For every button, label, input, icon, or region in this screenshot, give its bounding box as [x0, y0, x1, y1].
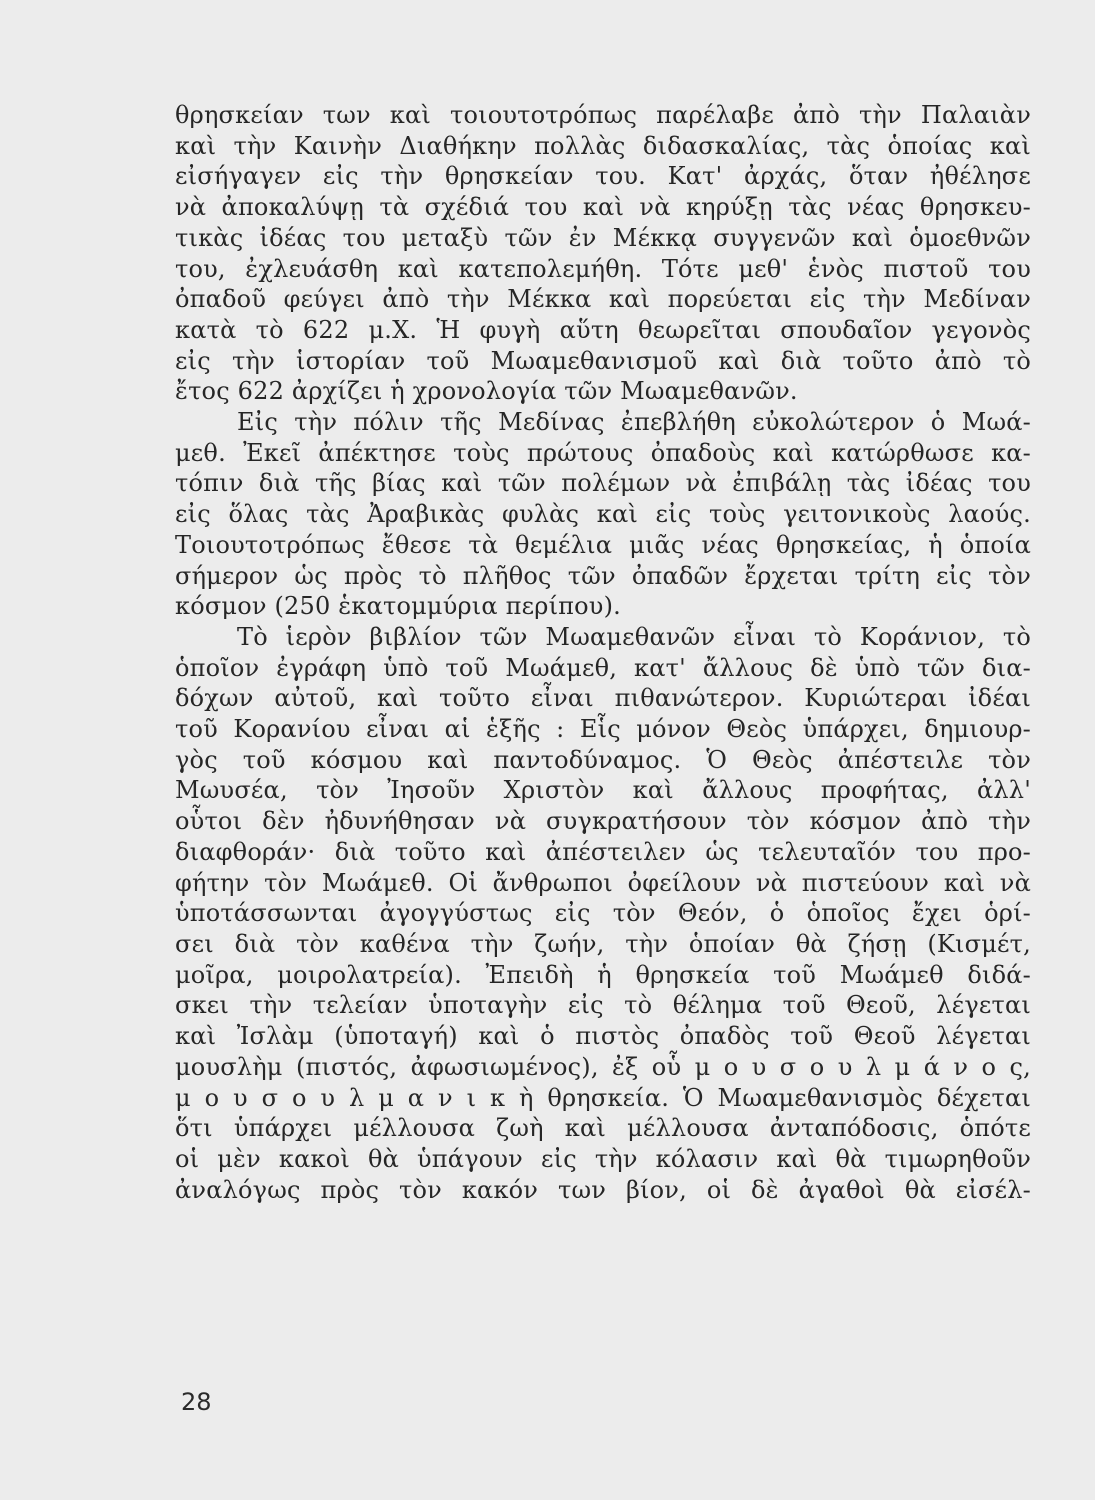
text-line: τόπιν διὰ τῆς βίας καὶ τῶν πολέμων νὰ ἐπιβάλῃ τὰς ἰδέας του — [175, 469, 1031, 498]
text-line: Τοιουτοτρόπως ἔθεσε τὰ θεμέλια μιᾶς νέας θρησκείας, ἡ ὁποία — [175, 530, 1031, 559]
text-line: Τὸ ἱερὸν βιβλίον τῶν Μωαμεθανῶν εἶναι τὸ Κοράνιον, τὸ — [237, 622, 1031, 651]
text-line: φήτην τὸν Μωάμεθ. Οἱ ἄνθρωποι ὀφείλουν νὰ πιστεύουν καὶ νὰ — [175, 868, 1031, 897]
text-line: ὑποτάσσωνται ἀγογγύστως εἰς τὸν Θεόν, ὁ ὁποῖος ἔχει ὁρί- — [175, 899, 1031, 928]
text-line: καὶ τὴν Καινὴν Διαθήκην πολλὰς διδασκαλίας, τὰς ὁποίας καὶ — [175, 131, 1031, 160]
text-line: μοῖρα, μοιρολατρεία). Ἐπειδὴ ἡ θρησκεία τοῦ Μωάμεθ διδά- — [175, 960, 1031, 989]
text-line: τικὰς ἰδέας του μεταξὺ τῶν ἐν Μέκκᾳ συγγενῶν καὶ ὁμοεθνῶν — [175, 223, 1031, 252]
text-line: εἰς ὅλας τὰς Ἀραβικὰς φυλὰς καὶ εἰς τοὺς γειτονικοὺς λαούς. — [175, 500, 1031, 529]
text-line: οἱ μὲν κακοὶ θὰ ὑπάγουν εἰς τὴν κόλασιν καὶ θὰ τιμωρηθοῦν — [175, 1144, 1031, 1173]
text-line: τοῦ Κορανίου εἶναι αἱ ἑξῆς : Εἷς μόνον Θεὸς ὑπάρχει, δημιουρ- — [175, 715, 1031, 744]
text-line: θρησκείαν των καὶ τοιουτοτρόπως παρέλαβε ἀπὸ τὴν Παλαιὰν — [175, 101, 1031, 129]
text-line: σει διὰ τὸν καθένα τὴν ζωήν, τὴν ὁποίαν θὰ ζήσῃ (Κισμέτ, — [175, 929, 1031, 958]
page-body-text — [175, 100, 1031, 1205]
paragraph — [175, 100, 1031, 407]
text-line: ὅτι ὑπάρχει μέλλουσα ζωὴ καὶ μέλλουσα ἀνταπόδοσις, ὁπότε — [175, 1114, 1031, 1143]
text-line: κόσμον (250 ἑκατομμύρια περίπου). — [175, 592, 621, 621]
text-line: ὁποῖον ἐγράφη ὑπὸ τοῦ Μωάμεθ, κατ' ἄλλους δὲ ὑπὸ τῶν δια- — [175, 653, 1031, 682]
paragraph — [175, 407, 1031, 622]
text-line: εἰσήγαγεν εἰς τὴν θρησκείαν του. Κατ' ἀρχάς, ὅταν ἠθέλησε — [175, 162, 1031, 191]
text-line: Εἰς τὴν πόλιν τῆς Μεδίνας ἐπεβλήθη εὐκολώτερον ὁ Μωά- — [237, 408, 1031, 437]
text-line: ὀπαδοῦ φεύγει ἀπὸ τὴν Μέκκα καὶ πορεύεται εἰς τὴν Μεδίναν — [175, 285, 1031, 314]
text-line: οὗτοι δὲν ἠδυνήθησαν νὰ συγκρατήσουν τὸν κόσμον ἀπὸ τὴν — [175, 807, 1031, 836]
text-line: εἰς τὴν ἱστορίαν τοῦ Μωαμεθανισμοῦ καὶ διὰ τοῦτο ἀπὸ τὸ — [175, 346, 1031, 375]
page-number: 28 — [181, 1388, 212, 1416]
text-line: κατὰ τὸ 622 μ.Χ. Ἡ φυγὴ αὕτη θεωρεῖται σπουδαῖον γεγονὸς — [175, 315, 1031, 344]
text-line: ἔτος 622 ἀρχίζει ἡ χρονολογία τῶν Μωαμεθανῶν. — [175, 377, 798, 406]
text-line: του, ἐχλευάσθη καὶ κατεπολεμήθη. Τότε μεθ' ἑνὸς πιστοῦ του — [175, 254, 1031, 283]
text-line: σκει τὴν τελείαν ὑποταγὴν εἰς τὸ θέλημα τοῦ Θεοῦ, λέγεται — [175, 991, 1031, 1020]
text-line: δόχων αὐτοῦ, καὶ τοῦτο εἶναι πιθανώτερον. Κυριώτεραι ἰδέαι — [175, 684, 1031, 713]
text-line: καὶ Ἰσλὰμ (ὑποταγή) καὶ ὁ πιστὸς ὀπαδὸς τοῦ Θεοῦ λέγεται — [175, 1022, 1031, 1051]
text-line: γὸς τοῦ κόσμου καὶ παντοδύναμος. Ὁ Θεὸς ἀπέστειλε τὸν — [175, 745, 1031, 774]
text-line: ἀναλόγως πρὸς τὸν κακόν των βίον, οἱ δὲ ἀγαθοὶ θὰ εἰσέλ- — [175, 1175, 1031, 1204]
text-line: νὰ ἀποκαλύψῃ τὰ σχέδιά του καὶ νὰ κηρύξῃ τὰς νέας θρησκευ- — [175, 193, 1031, 222]
text-line: σήμερον ὡς πρὸς τὸ πλῆθος τῶν ὀπαδῶν ἔρχεται τρίτη εἰς τὸν — [175, 561, 1031, 590]
text-line: μ ο υ σ ο υ λ μ α ν ι κ ὴ θρησκεία. Ὁ Μωαμεθανισμὸς δέχεται — [175, 1083, 1031, 1112]
text-line: διαφθοράν· διὰ τοῦτο καὶ ἀπέστειλεν ὡς τελευταῖόν του προ- — [175, 837, 1031, 866]
text-line: μουσλὴμ (πιστός, ἀφωσιωμένος), ἐξ οὗ μ ο υ σ ο υ λ μ ά ν ο ς, — [175, 1052, 1031, 1081]
paragraph — [175, 622, 1031, 1205]
text-line: μεθ. Ἐκεῖ ἀπέκτησε τοὺς πρώτους ὀπαδοὺς καὶ κατώρθωσε κα- — [175, 438, 1031, 467]
text-line: Μωυσέα, τὸν Ἰησοῦν Χριστὸν καὶ ἄλλους προφήτας, ἀλλ' — [175, 776, 1031, 805]
